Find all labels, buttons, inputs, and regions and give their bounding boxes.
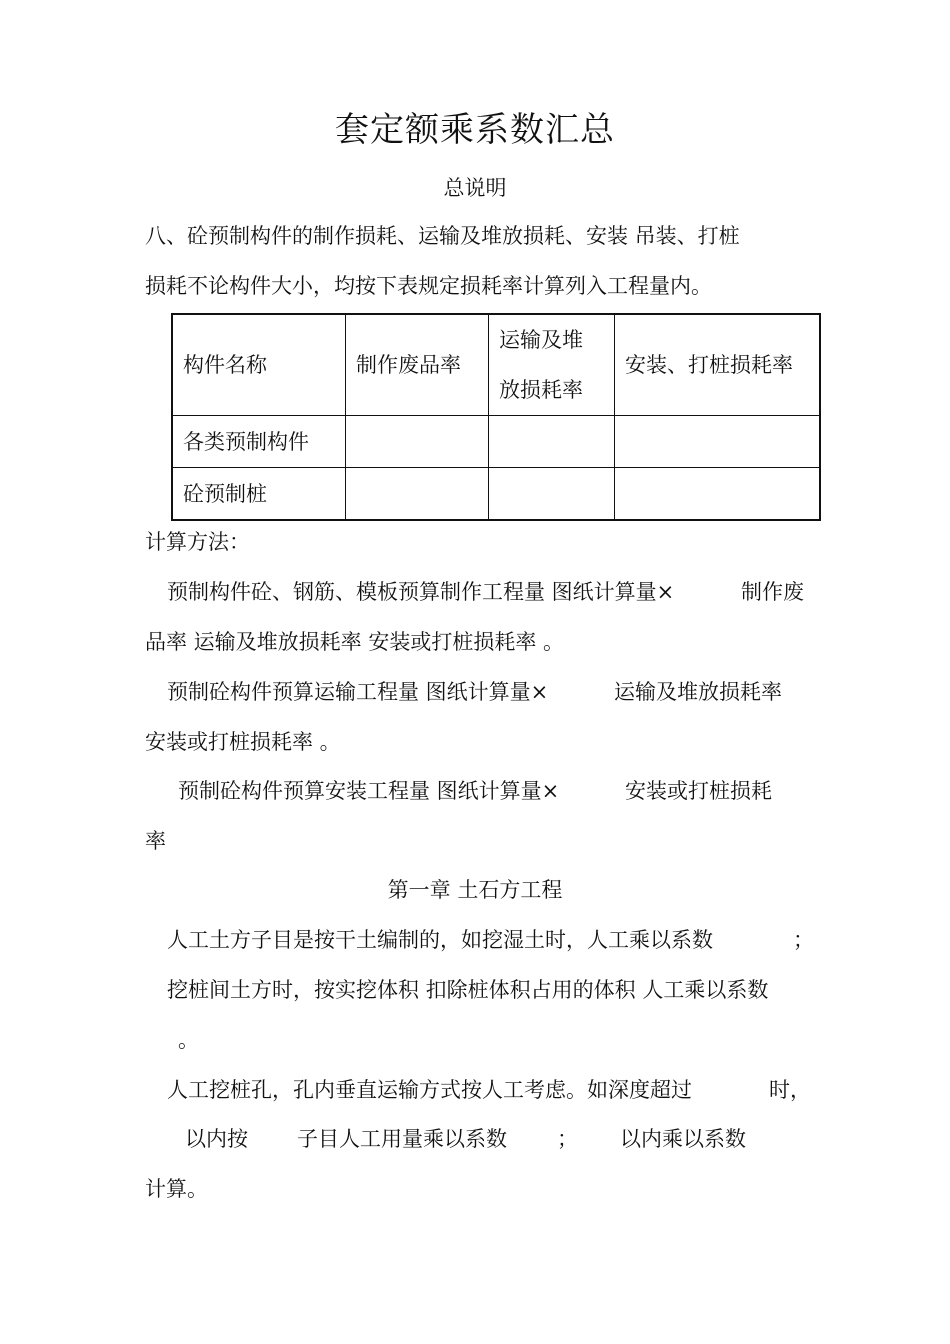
chapter-1-para-1-end: ； <box>793 928 814 952</box>
formula-3-part-b: 安装或打桩损耗 <box>625 779 772 803</box>
chapter-1-heading: 第一章 土石方工程 <box>387 878 563 902</box>
formula-2-part-c: 安装或打桩损耗率 。 <box>145 730 341 754</box>
chapter-1-para-4-c: ； <box>557 1127 578 1151</box>
chapter-1-para-1: 人工土方子目是按干土编制的，如挖湿土时，人工乘以系数 <box>167 928 713 952</box>
table-cell <box>489 416 615 468</box>
chapter-1-para-2: 挖桩间土方时，按实挖体积 扣除桩体积占用的体积 人工乘以系数 <box>167 978 769 1002</box>
header-component-name: 构件名称 <box>172 314 346 416</box>
loss-rate-table <box>171 313 821 521</box>
chapter-1-para-2-end: 。 <box>178 1028 199 1052</box>
table-cell: 各类预制构件 <box>172 416 346 468</box>
table-cell <box>346 468 489 521</box>
page-title: 套定额乘系数汇总 <box>335 110 615 150</box>
section-subtitle: 总说明 <box>443 176 507 200</box>
table-cell <box>615 468 821 521</box>
formula-1-part-c: 品率 运输及堆放损耗率 安装或打桩损耗率 。 <box>145 630 565 654</box>
chapter-1-para-4-d: 以内乘以系数 <box>620 1127 746 1151</box>
table-row <box>172 416 820 468</box>
table-cell <box>489 468 615 521</box>
intro-line-2: 损耗不论构件大小，均按下表规定损耗率计算列入工程量内。 <box>145 274 712 298</box>
chapter-1-para-3: 人工挖桩孔，孔内垂直运输方式按人工考虑。如深度超过 <box>167 1078 692 1102</box>
chapter-1-para-4-a: 以内按 <box>185 1127 248 1151</box>
header-install-piling-loss-rate: 安装、打桩损耗率 <box>615 314 821 416</box>
chapter-1-para-5: 计算。 <box>145 1177 208 1201</box>
formula-1-part-b: 制作废 <box>741 580 804 604</box>
table-cell: 砼预制桩 <box>172 468 346 521</box>
chapter-1-para-3-end: 时， <box>769 1078 811 1102</box>
formula-1-part-a: 预制构件砼、钢筋、模板预算制作工程量 图纸计算量× <box>167 580 675 604</box>
calc-method-label: 计算方法： <box>145 530 250 554</box>
table-cell <box>346 416 489 468</box>
header-production-waste-rate: 制作废品率 <box>346 314 489 416</box>
formula-3-part-a: 预制砼构件预算安装工程量 图纸计算量× <box>178 779 560 803</box>
formula-2-part-b: 运输及堆放损耗率 <box>614 680 782 704</box>
table-cell <box>615 416 821 468</box>
table-header-row <box>172 314 820 416</box>
header-transport-storage-loss-rate: 运输及堆放损耗率 <box>489 314 615 416</box>
formula-3-part-c: 率 <box>145 829 166 853</box>
formula-2-part-a: 预制砼构件预算运输工程量 图纸计算量× <box>167 680 549 704</box>
table-row <box>172 468 820 521</box>
chapter-1-para-4-b: 子目人工用量乘以系数 <box>297 1127 507 1151</box>
intro-line-1: 八、砼预制构件的制作损耗、运输及堆放损耗、安装 吊装、打桩 <box>145 224 740 248</box>
